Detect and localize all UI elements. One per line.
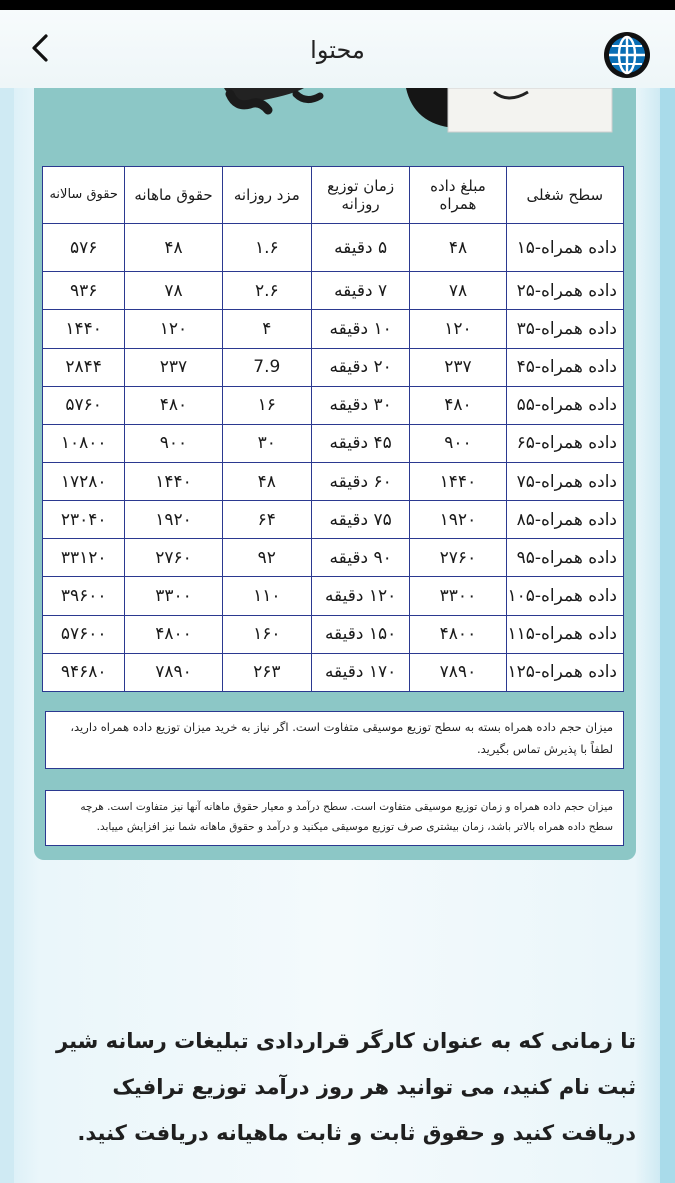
table-cell: ۴۵ دقیقه xyxy=(311,424,409,462)
table-cell: ۲۷۶۰ xyxy=(410,539,506,577)
table-cell: ۲۰ دقیقه xyxy=(311,348,409,386)
table-cell: داده همراه-۴۵ xyxy=(506,348,623,386)
table-cell: ۵۷۶۰ xyxy=(43,386,125,424)
table-cell: ۱۲۰ xyxy=(125,310,222,348)
table-cell: ۹۰۰ xyxy=(125,424,222,462)
table-cell: ۱۷۰ دقیقه xyxy=(311,653,409,691)
table-cell: ۱۲۰ دقیقه xyxy=(311,577,409,615)
table-cell: ۴۸۰۰ xyxy=(410,615,506,653)
table-cell: داده همراه-۹۵ xyxy=(506,539,623,577)
table-row xyxy=(43,462,624,500)
table-cell: ۱.۶ xyxy=(222,224,311,272)
page-title: محتوا xyxy=(310,36,365,64)
table-row xyxy=(43,501,624,539)
info-note-levels: میزان حجم داده همراه و زمان توزیع موسیقی متفاوت است. سطح درآمد و معیار حقوق ماهانه آنها نیز متفاوت است. هرچه سطح داده همراه بالاتر باشد، زمان بیشتری صرف توزیع موسیقی میکنید و درآمد و حقوق ماهانه شما نیز افزایش مییابد. xyxy=(45,790,624,846)
column-header: حقوق ماهانه xyxy=(125,167,222,224)
table-cell: ۱۴۴۰ xyxy=(410,462,506,500)
table-cell: ۹۴۶۸۰ xyxy=(43,653,125,691)
banner-art xyxy=(34,88,636,134)
table-cell: ۹۳۶ xyxy=(43,272,125,310)
table-cell: ۵ دقیقه xyxy=(311,224,409,272)
column-header: مزد روزانه xyxy=(222,167,311,224)
table-cell: ۲۳۷ xyxy=(125,348,222,386)
table-row xyxy=(43,310,624,348)
table-cell: ۷۵ دقیقه xyxy=(311,501,409,539)
table-cell: ۱۹۲۰ xyxy=(125,501,222,539)
column-header: سطح شغلی xyxy=(506,167,623,224)
table-cell: داده همراه-۸۵ xyxy=(506,501,623,539)
table-cell: ۲۳۰۴۰ xyxy=(43,501,125,539)
table-cell: ۲۶۳ xyxy=(222,653,311,691)
table-cell: ۴۸ xyxy=(125,224,222,272)
table-cell: ۷ دقیقه xyxy=(311,272,409,310)
column-header: زمان توزیع روزانه xyxy=(311,167,409,224)
table-cell: ۲۳۷ xyxy=(410,348,506,386)
table-cell: ۱۹۲۰ xyxy=(410,501,506,539)
top-app-bar xyxy=(0,10,675,88)
table-cell: 7.9 xyxy=(222,348,311,386)
table-cell: ۷۸۹۰ xyxy=(410,653,506,691)
table-cell: ۴۸ xyxy=(222,462,311,500)
table-cell: ۷۸ xyxy=(125,272,222,310)
table-header-row xyxy=(43,167,624,224)
table-cell: ۱۵۰ دقیقه xyxy=(311,615,409,653)
salary-table xyxy=(42,166,624,692)
table-cell: ۱۰۸۰۰ xyxy=(43,424,125,462)
table-cell: داده همراه-۱۵ xyxy=(506,224,623,272)
table-cell: ۴۸ xyxy=(410,224,506,272)
table-cell: ۳۳۱۲۰ xyxy=(43,539,125,577)
table-cell: ۷۸۹۰ xyxy=(125,653,222,691)
table-row xyxy=(43,272,624,310)
table-cell: ۱۴۴۰ xyxy=(43,310,125,348)
column-header: حقوق سالانه xyxy=(43,167,125,224)
table-cell: ۱۶۰ xyxy=(222,615,311,653)
table-cell: ۳۰ xyxy=(222,424,311,462)
table-cell: ۶۰ دقیقه xyxy=(311,462,409,500)
info-note-purchase: میزان حجم داده همراه بسته به سطح توزیع موسیقی متفاوت است. اگر نیاز به خرید میزان توزیع داده همراه دارید، لطفاً با پذیرش تماس بگیرید. xyxy=(45,711,624,769)
table-cell: ۴۸۰۰ xyxy=(125,615,222,653)
table-cell: داده همراه-۳۵ xyxy=(506,310,623,348)
table-cell: ۶۴ xyxy=(222,501,311,539)
table-cell: ۳۹۶۰۰ xyxy=(43,577,125,615)
table-row xyxy=(43,386,624,424)
table-cell: ۳۳۰۰ xyxy=(410,577,506,615)
table-row xyxy=(43,577,624,615)
description-paragraph: تا زمانی که به عنوان کارگر قراردادی تبلیغات رسانه شیر ثبت نام کنید، می توانید هر روز درآمد توزیع ترافیک دریافت کنید و حقوق ثابت و ثابت ماهیانه دریافت کنید. xyxy=(56,1029,636,1145)
table-cell: ۱۶ xyxy=(222,386,311,424)
table-cell: ۹۰۰ xyxy=(410,424,506,462)
table-cell: داده همراه-۲۵ xyxy=(506,272,623,310)
table-cell: ۴ xyxy=(222,310,311,348)
table-cell: داده همراه-۱۱۵ xyxy=(506,615,623,653)
table-cell: ۹۰ دقیقه xyxy=(311,539,409,577)
table-cell: ۴۸۰ xyxy=(410,386,506,424)
table-cell: داده همراه-۱۰۵ xyxy=(506,577,623,615)
table-row xyxy=(43,348,624,386)
table-row xyxy=(43,224,624,272)
column-header: مبلغ داده همراه xyxy=(410,167,506,224)
table-cell: ۹۲ xyxy=(222,539,311,577)
table-cell: ۳۰ دقیقه xyxy=(311,386,409,424)
table-cell: ۴۸۰ xyxy=(125,386,222,424)
table-cell: داده همراه-۵۵ xyxy=(506,386,623,424)
table-cell: داده همراه-۱۲۵ xyxy=(506,653,623,691)
table-row xyxy=(43,539,624,577)
table-cell: داده همراه-۶۵ xyxy=(506,424,623,462)
table-cell: ۲۷۶۰ xyxy=(125,539,222,577)
table-cell: ۳۳۰۰ xyxy=(125,577,222,615)
right-edge-strip xyxy=(660,88,675,1183)
table-cell: ۲۸۴۴ xyxy=(43,348,125,386)
table-cell: ۵۷۶۰۰ xyxy=(43,615,125,653)
table-cell: ۱۷۲۸۰ xyxy=(43,462,125,500)
table-cell: ۱۲۰ xyxy=(410,310,506,348)
table-row xyxy=(43,615,624,653)
table-cell: داده همراه-۷۵ xyxy=(506,462,623,500)
table-cell: ۷۸ xyxy=(410,272,506,310)
table-cell: ۱۱۰ xyxy=(222,577,311,615)
left-edge-strip xyxy=(0,88,14,1183)
table-cell: ۱۰ دقیقه xyxy=(311,310,409,348)
table-cell: ۱۴۴۰ xyxy=(125,462,222,500)
table-row xyxy=(43,653,624,691)
table-cell: ۵۷۶ xyxy=(43,224,125,272)
table-row xyxy=(43,424,624,462)
table-cell: ۲.۶ xyxy=(222,272,311,310)
globe-icon[interactable] xyxy=(602,30,652,80)
status-bar xyxy=(0,0,675,10)
